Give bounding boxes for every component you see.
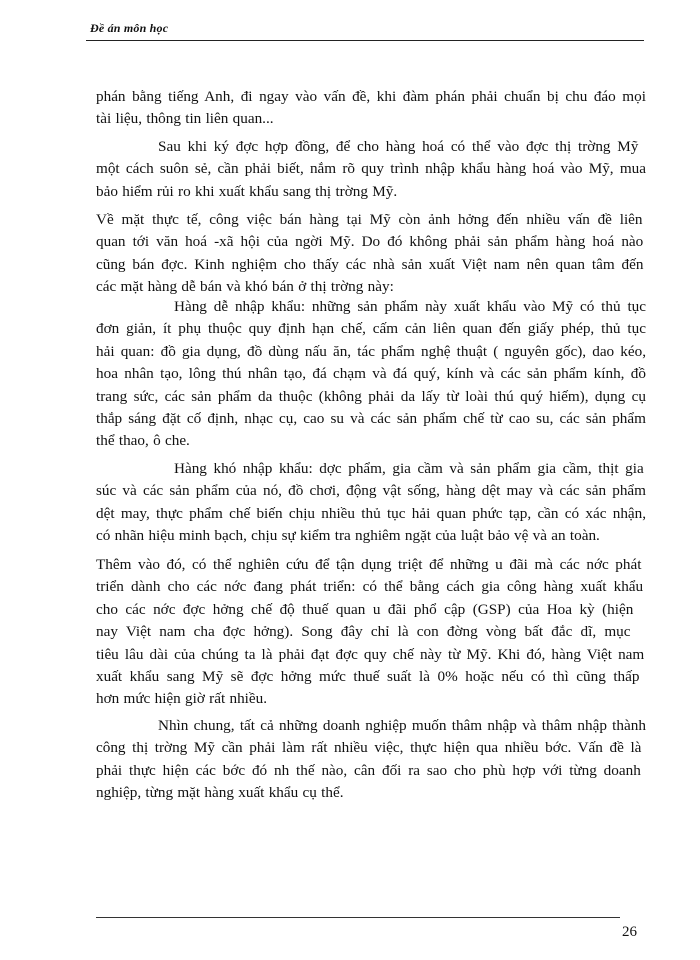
text-line: các mặt hàng dễ bán và khó bán ở thị trờng này: <box>96 278 394 296</box>
text-line: xuất khẩu sang Mỹ sẽ đợc hởng mức thuế suất là 0% hoặc nếu có thì cũng thấp <box>96 668 640 686</box>
paragraph-6 <box>96 554 646 711</box>
text-line: Nhìn chung, tất cả những doanh nghiệp muốn thâm nhập và thâm nhập thành <box>158 717 646 734</box>
text-line: nghiệp, từng mặt hàng xuất khẩu cụ thể. <box>96 784 344 802</box>
text-line: hải quan: đồ gia dụng, đồ dùng nấu ăn, tác phẩm nghệ thuật ( nguyên gốc), dao kéo, <box>96 342 647 360</box>
header-title: Đề án môn học <box>90 21 169 35</box>
text-line: hoa nhân tạo, lông thú nhân tạo, đá chạm và đá quý, kính và các sản phẩm kính, đồ <box>96 365 646 383</box>
text-line: cũng bán đợc. Kinh nghiệm cho thấy các nhà sản xuất Việt nam nên quan tâm đến <box>96 255 644 273</box>
page-header <box>86 20 644 41</box>
text-line: tài liệu, thông tin liên quan... <box>96 110 274 128</box>
text-line: nay Việt nam cha đợc hởng). Song đây chỉ là con đờng vòng bất đắc dĩ, mục <box>96 623 631 641</box>
text-line: công thị trờng Mỹ cần phải làm rất nhiều việc, thực hiện qua nhiều bớc. Vấn đề là <box>96 739 642 757</box>
text-line: Về mặt thực tế, công việc bán hàng tại Mỹ còn ảnh hởng đến nhiều vấn đề liên <box>96 211 643 228</box>
text-line: một cách suôn sẻ, cần phải biết, nắm rõ quy trình nhập khẩu hàng hoá vào Mỹ, mua <box>96 160 646 178</box>
text-line: bảo hiểm rủi ro khi xuất khẩu sang thị trờng Mỹ. <box>96 182 398 200</box>
text-line: thể thao, ô che. <box>96 432 190 450</box>
paragraph-4 <box>96 296 646 453</box>
text-line: đơn giản, ít phụ thuộc quy định hạn chế, cấm cản liên quan đến giấy phép, thủ tục <box>96 320 646 338</box>
text-line: Hàng dễ nhập khẩu: những sản phẩm này xuất khẩu vào Mỹ có thủ tục <box>174 298 647 315</box>
paragraph-7 <box>96 715 646 805</box>
footer-rule <box>96 917 620 918</box>
text-line: tiêu lâu dài của chúng ta là phải đạt đợc quy chế này từ Mỹ. Khi đó, hàng Việt nam <box>96 645 645 663</box>
text-line: có nhãn hiệu minh bạch, chịu sự kiểm tra nghiêm ngặt của luật bảo vệ và an toàn. <box>96 527 600 545</box>
text-line: triển dành cho các nớc đang phát triển: có thể bằng cách gia công hàng xuất khẩu <box>96 578 644 596</box>
text-line: thắp sáng đặt cố định, nhạc cụ, cao su và các sản phẩm chế từ cao su, các sản phẩm <box>96 410 646 428</box>
text-line: cho các nớc đợc hởng chế độ thuế quan u đãi phổ cập (GSP) của Hoa kỳ (hiện <box>96 600 634 618</box>
text-line: Sau khi ký đợc hợp đồng, để cho hàng hoá có thể vào đợc thị trờng Mỹ <box>158 138 639 155</box>
paragraph-1 <box>96 86 646 131</box>
text-line: phải thực hiện các bớc đó nh thế nào, cân đối ra sao cho phù hợp với từng doanh <box>96 761 641 779</box>
paragraph-2 <box>96 136 646 203</box>
paragraph-3 <box>96 209 646 299</box>
text-line: súc và các sản phẩm của nó, đồ chơi, động vật sống, hàng dệt may và các sản phẩm <box>96 482 646 500</box>
text-line: trang sức, các sản phẩm da thuộc (không phải da lấy từ loài thú quý hiếm), dụng cụ <box>96 387 646 405</box>
text-line: dệt may, thực phẩm chế biến chịu nhiều thủ tục hải quan phức tạp, cần có xác nhận, <box>96 504 647 522</box>
paragraph-5 <box>96 458 646 548</box>
text-line: Thêm vào đó, có thể nghiên cứu để tận dụng triệt để những u đãi mà các nớc phát <box>96 556 642 573</box>
text-line: phán bằng tiếng Anh, đi ngay vào vấn đề, khi đàm phán phải chuẩn bị chu đáo mọi <box>96 88 646 105</box>
text-line: hơn mức hiện giờ rất nhiều. <box>96 690 268 708</box>
text-line: quan tới văn hoá -xã hội của ngời Mỹ. Do đó không phải sản phẩm hàng hoá nào <box>96 233 644 251</box>
page-number: 26 <box>622 924 637 940</box>
text-line: Hàng khó nhập khẩu: dợc phẩm, gia cầm và sản phẩm gia cầm, thịt gia <box>174 460 644 477</box>
